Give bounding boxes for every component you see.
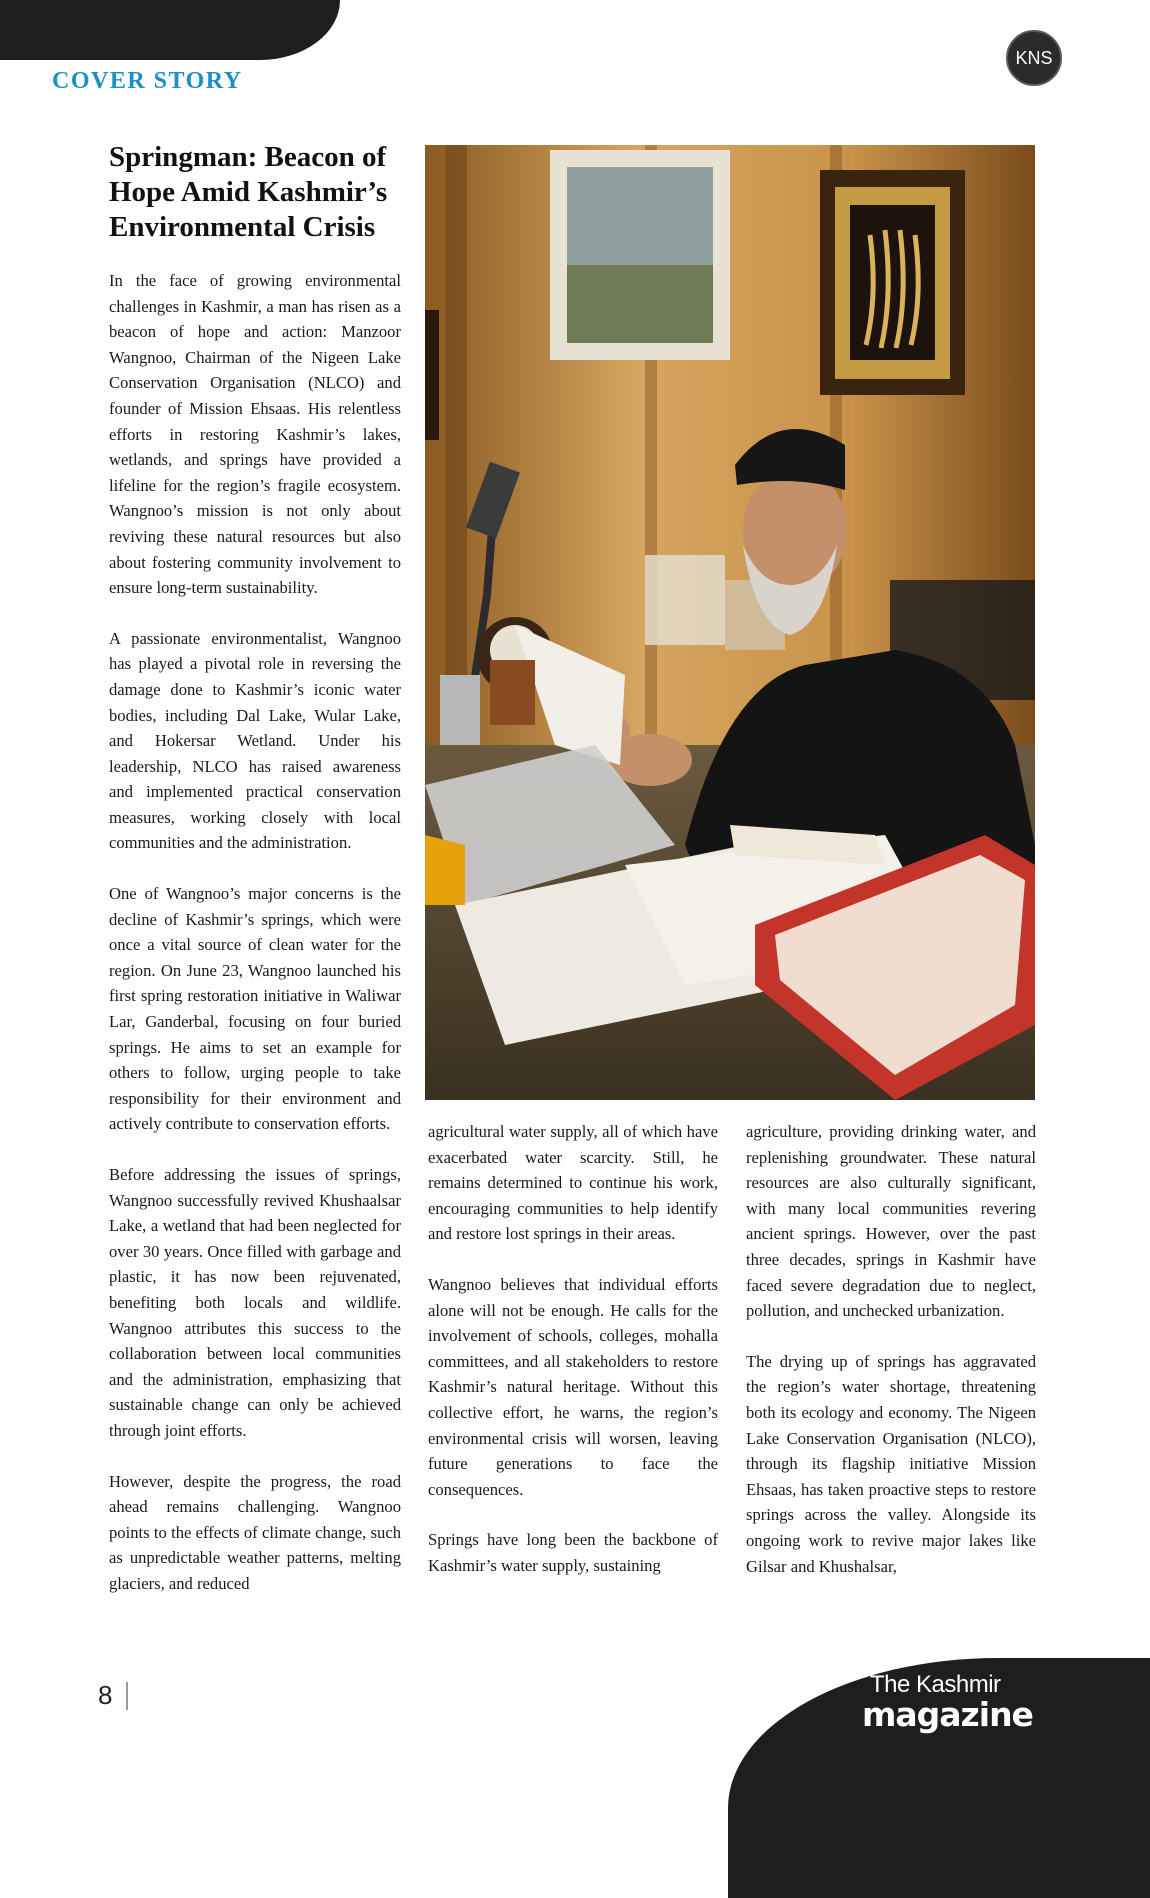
- page-number-divider: [126, 1682, 128, 1710]
- header-tab-shape: [0, 0, 340, 60]
- article-column-2: [428, 1119, 718, 1604]
- kns-logo-badge: KNS: [1006, 30, 1062, 86]
- masthead-top-text: The Kashmir: [870, 1671, 1001, 1698]
- paragraph: In the face of growing environmental challenges in Kashmir, a man has risen as a beacon of hope and action: Manzoor Wangnoo, Chairman of the Nigeen Lake Conservation Organisation (NLCO) and founder of Mission Ehsaas. His relentless efforts in restoring Kashmir’s lakes, wetlands, and springs have provided a lifeline for the region’s fragile ecosystem. Wangnoo’s mission is not only about reviving these natural resources but also about fostering community involvement to ensure long-term sustainability.: [109, 271, 401, 598]
- paragraph: agriculture, providing drinking water, and replenishing groundwater. These natural resources are also culturally significant, with many local communities revering ancient springs. However, over the past three decades, springs in Kashmir have faced severe degradation due to neglect, pollution, and unchecked urbanization.: [746, 1122, 1036, 1321]
- article-column-3: [746, 1119, 1036, 1604]
- masthead-bottom-text: magazine: [862, 1695, 1033, 1734]
- section-label: COVER STORY: [52, 68, 243, 94]
- paragraph: The drying up of springs has aggravated the region’s water shortage, threatening both its ecology and economy. The Nigeen Lake Conservation Organisation (NLCO), through its flagship initiative Mission Ehsaas, has taken proactive steps to restore springs across the valley. Alongside its ongoing work to revive major lakes like Gilsar and Khushalsar,: [746, 1351, 1036, 1576]
- paragraph: Before addressing the issues of springs, Wangnoo successfully revived Khushaalsar Lake, a wetland that had been neglected for over 30 years. Once filled with garbage and plastic, it has now been rejuvenated, benefiting both locals and wildlife. Wangnoo attributes this success to the collaboration between local communities and the administration, emphasizing that sustainable change can only be achieved through joint efforts.: [109, 1165, 401, 1440]
- article-headline: Springman: Beacon of Hope Amid Kashmir’s Environmental Crisis: [109, 141, 388, 243]
- paragraph: However, despite the progress, the road ahead remains challenging. Wangnoo points to the effects of climate change, such as unpredictable weather patterns, melting glaciers, and reduced: [109, 1471, 401, 1593]
- paragraph: One of Wangnoo’s major concerns is the decline of Kashmir’s springs, which were once a vital source of clean water for the region. On June 23, Wangnoo launched his first spring restoration initiative in Waliwar Lar, Ganderbal, focusing on four buried springs. He aims to set an example for others to follow, urging people to take responsibility for their environment and actively contribute to conservation efforts.: [109, 884, 401, 1134]
- paragraph: Springs have long been the backbone of Kashmir’s water supply, sustaining: [428, 1530, 718, 1575]
- paragraph: A passionate environmentalist, Wangnoo has played a pivotal role in reversing the damage done to Kashmir’s iconic water bodies, including Dal Lake, Wular Lake, and Hokersar Wetland. Under his leadership, NLCO has raised awareness and implemented practical conservation measures, working closely with local communities and the administration.: [109, 628, 401, 853]
- page-number: 8: [98, 1680, 113, 1710]
- article-column-1: [109, 268, 401, 1622]
- magazine-masthead-logo: [862, 1672, 1033, 1732]
- portrait-photo: [425, 145, 1035, 1100]
- paragraph: Wangnoo believes that individual efforts alone will not be enough. He calls for the involvement of schools, colleges, mohalla committees, and all stakeholders to restore Kashmir’s natural heritage. Without this collective effort, he warns, the region’s environmental crisis will worsen, leaving future generations to face the consequences.: [428, 1274, 718, 1499]
- paragraph: agricultural water supply, all of which have exacerbated water scarcity. Still, he remains determined to continue his work, encouraging communities to help identify and restore lost springs in their areas.: [428, 1122, 718, 1244]
